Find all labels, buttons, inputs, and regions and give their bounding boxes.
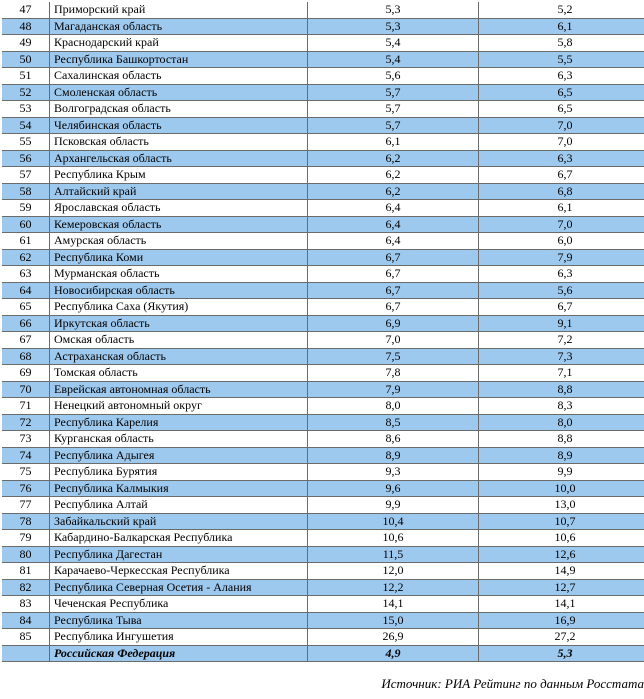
region-name-cell: Республика Коми [50, 249, 308, 266]
region-name-cell: Омская область [50, 332, 308, 349]
region-name-cell: Карачаево-Черкесская Республика [50, 563, 308, 580]
value-cell-2: 6,5 [479, 84, 644, 101]
region-name-cell: Волгоградская область [50, 101, 308, 118]
value-cell-1: 15,0 [308, 612, 479, 629]
table-row [2, 101, 644, 118]
value-cell-2: 5,5 [479, 51, 644, 68]
rank-cell: 76 [2, 480, 50, 497]
region-name-cell: Магаданская область [50, 18, 308, 35]
value-cell-2: 6,3 [479, 150, 644, 167]
rank-cell: 84 [2, 612, 50, 629]
rank-cell: 50 [2, 51, 50, 68]
table-row [2, 35, 644, 52]
table-row [2, 563, 644, 580]
rank-cell: 62 [2, 249, 50, 266]
value-cell-1: 5,7 [308, 84, 479, 101]
value-cell-2: 9,1 [479, 315, 644, 332]
value-cell-2: 8,0 [479, 414, 644, 431]
rank-cell: 49 [2, 35, 50, 52]
region-name-cell: Псковская область [50, 134, 308, 151]
table-row [2, 464, 644, 481]
value-cell-2: 7,0 [479, 134, 644, 151]
region-name-cell: Астраханская область [50, 348, 308, 365]
table-row [2, 365, 644, 382]
table-row [2, 480, 644, 497]
table-row [2, 315, 644, 332]
value-cell-1: 6,7 [308, 266, 479, 283]
rank-cell: 65 [2, 299, 50, 316]
value-cell-2: 5,2 [479, 2, 644, 18]
rank-cell: 66 [2, 315, 50, 332]
region-name-cell: Иркутская область [50, 315, 308, 332]
table-row [2, 299, 644, 316]
source-note: Источник: РИА Рейтинг по данным Росстата [381, 676, 644, 691]
value-cell-2: 8,3 [479, 398, 644, 415]
value-cell-2: 7,2 [479, 332, 644, 349]
table-row [2, 18, 644, 35]
value-cell-1: 8,0 [308, 398, 479, 415]
value-cell-2: 8,8 [479, 431, 644, 448]
region-name-cell: Архангельская область [50, 150, 308, 167]
ranking-table [2, 2, 644, 662]
value-cell-1: 6,2 [308, 183, 479, 200]
value-cell-2: 9,9 [479, 464, 644, 481]
table-row [2, 2, 644, 18]
value-cell-1: 7,8 [308, 365, 479, 382]
value-cell-1: 11,5 [308, 546, 479, 563]
rank-cell: 68 [2, 348, 50, 365]
rank-cell: 58 [2, 183, 50, 200]
value-cell-1: 6,4 [308, 233, 479, 250]
value-cell-2: 16,9 [479, 612, 644, 629]
region-name-cell: Алтайский край [50, 183, 308, 200]
table-row [2, 216, 644, 233]
value-cell-2: 7,0 [479, 117, 644, 134]
rank-cell: 61 [2, 233, 50, 250]
value-cell-2: 12,7 [479, 579, 644, 596]
value-cell-2: 5,6 [479, 282, 644, 299]
total-region-name-cell: Российская Федерация [50, 645, 308, 662]
value-cell-1: 5,7 [308, 117, 479, 134]
region-name-cell: Мурманская область [50, 266, 308, 283]
value-cell-2: 14,1 [479, 596, 644, 613]
total-row [2, 645, 644, 662]
region-name-cell: Республика Крым [50, 167, 308, 184]
region-name-cell: Республика Алтай [50, 497, 308, 514]
value-cell-2: 6,5 [479, 101, 644, 118]
rank-cell: 63 [2, 266, 50, 283]
value-cell-2: 6,8 [479, 183, 644, 200]
table-row [2, 414, 644, 431]
region-name-cell: Краснодарский край [50, 35, 308, 52]
value-cell-1: 12,0 [308, 563, 479, 580]
rank-cell: 53 [2, 101, 50, 118]
rank-cell: 59 [2, 200, 50, 217]
region-name-cell: Приморский край [50, 2, 308, 18]
value-cell-2: 5,8 [479, 35, 644, 52]
rank-cell: 51 [2, 68, 50, 85]
value-cell-1: 10,4 [308, 513, 479, 530]
rank-cell: 48 [2, 18, 50, 35]
rank-cell: 74 [2, 447, 50, 464]
table-row [2, 134, 644, 151]
rank-cell: 69 [2, 365, 50, 382]
table-row [2, 629, 644, 646]
value-cell-1: 10,6 [308, 530, 479, 547]
region-name-cell: Курганская область [50, 431, 308, 448]
region-name-cell: Республика Карелия [50, 414, 308, 431]
region-name-cell: Кемеровская область [50, 216, 308, 233]
table-row [2, 546, 644, 563]
value-cell-1: 6,7 [308, 282, 479, 299]
table-row [2, 596, 644, 613]
table-row [2, 68, 644, 85]
region-name-cell: Ненецкий автономный округ [50, 398, 308, 415]
rank-cell: 81 [2, 563, 50, 580]
rank-cell: 73 [2, 431, 50, 448]
value-cell-2: 6,1 [479, 18, 644, 35]
value-cell-1: 6,1 [308, 134, 479, 151]
value-cell-1: 26,9 [308, 629, 479, 646]
region-name-cell: Забайкальский край [50, 513, 308, 530]
region-name-cell: Кабардино-Балкарская Республика [50, 530, 308, 547]
value-cell-2: 7,9 [479, 249, 644, 266]
table-row [2, 530, 644, 547]
value-cell-1: 6,2 [308, 150, 479, 167]
rank-cell: 52 [2, 84, 50, 101]
table-row [2, 398, 644, 415]
value-cell-1: 7,0 [308, 332, 479, 349]
rank-cell: 55 [2, 134, 50, 151]
table-row [2, 233, 644, 250]
value-cell-1: 8,9 [308, 447, 479, 464]
total-value-cell-1: 4,9 [308, 645, 479, 662]
value-cell-1: 5,4 [308, 35, 479, 52]
rank-cell: 77 [2, 497, 50, 514]
value-cell-2: 8,8 [479, 381, 644, 398]
rank-cell: 80 [2, 546, 50, 563]
rank-cell: 83 [2, 596, 50, 613]
value-cell-1: 6,2 [308, 167, 479, 184]
region-name-cell: Республика Ингушетия [50, 629, 308, 646]
value-cell-1: 9,9 [308, 497, 479, 514]
total-rank-cell [2, 645, 50, 662]
value-cell-2: 27,2 [479, 629, 644, 646]
rank-cell: 60 [2, 216, 50, 233]
rank-cell: 64 [2, 282, 50, 299]
value-cell-2: 7,3 [479, 348, 644, 365]
table-row [2, 249, 644, 266]
value-cell-1: 6,4 [308, 200, 479, 217]
table-row [2, 348, 644, 365]
table-row [2, 167, 644, 184]
rank-cell: 72 [2, 414, 50, 431]
value-cell-2: 6,7 [479, 299, 644, 316]
value-cell-2: 14,9 [479, 563, 644, 580]
table-row [2, 431, 644, 448]
table-row [2, 612, 644, 629]
table-row [2, 183, 644, 200]
region-name-cell: Новосибирская область [50, 282, 308, 299]
value-cell-2: 7,1 [479, 365, 644, 382]
value-cell-1: 7,5 [308, 348, 479, 365]
value-cell-1: 7,9 [308, 381, 479, 398]
value-cell-1: 6,9 [308, 315, 479, 332]
rank-cell: 70 [2, 381, 50, 398]
table-row [2, 497, 644, 514]
table-row [2, 513, 644, 530]
rank-cell: 75 [2, 464, 50, 481]
table-row [2, 282, 644, 299]
rank-cell: 56 [2, 150, 50, 167]
table-row [2, 117, 644, 134]
table-row [2, 84, 644, 101]
value-cell-2: 10,0 [479, 480, 644, 497]
region-name-cell: Республика Тыва [50, 612, 308, 629]
value-cell-2: 10,6 [479, 530, 644, 547]
region-name-cell: Еврейская автономная область [50, 381, 308, 398]
value-cell-2: 12,6 [479, 546, 644, 563]
region-name-cell: Амурская область [50, 233, 308, 250]
region-name-cell: Республика Саха (Якутия) [50, 299, 308, 316]
rank-cell: 57 [2, 167, 50, 184]
value-cell-1: 6,7 [308, 249, 479, 266]
rank-cell: 78 [2, 513, 50, 530]
table-row [2, 332, 644, 349]
table-row [2, 579, 644, 596]
region-name-cell: Республика Башкортостан [50, 51, 308, 68]
value-cell-2: 6,0 [479, 233, 644, 250]
value-cell-1: 9,3 [308, 464, 479, 481]
rank-cell: 79 [2, 530, 50, 547]
region-name-cell: Республика Дагестан [50, 546, 308, 563]
region-name-cell: Чеченская Республика [50, 596, 308, 613]
region-name-cell: Ярославская область [50, 200, 308, 217]
value-cell-1: 6,7 [308, 299, 479, 316]
value-cell-2: 8,9 [479, 447, 644, 464]
rank-cell: 82 [2, 579, 50, 596]
table-row [2, 266, 644, 283]
value-cell-1: 5,3 [308, 18, 479, 35]
region-name-cell: Республика Северная Осетия - Алания [50, 579, 308, 596]
region-name-cell: Республика Бурятия [50, 464, 308, 481]
value-cell-1: 5,3 [308, 2, 479, 18]
value-cell-1: 12,2 [308, 579, 479, 596]
region-name-cell: Республика Адыгея [50, 447, 308, 464]
total-value-cell-2: 5,3 [479, 645, 644, 662]
ranking-table-body [2, 2, 644, 662]
region-name-cell: Томская область [50, 365, 308, 382]
value-cell-1: 5,7 [308, 101, 479, 118]
table-row [2, 447, 644, 464]
table-row [2, 381, 644, 398]
region-name-cell: Республика Калмыкия [50, 480, 308, 497]
table-row [2, 150, 644, 167]
value-cell-1: 5,4 [308, 51, 479, 68]
region-name-cell: Челябинская область [50, 117, 308, 134]
value-cell-2: 7,0 [479, 216, 644, 233]
value-cell-2: 6,7 [479, 167, 644, 184]
rank-cell: 85 [2, 629, 50, 646]
region-name-cell: Смоленская область [50, 84, 308, 101]
value-cell-1: 9,6 [308, 480, 479, 497]
value-cell-1: 8,5 [308, 414, 479, 431]
table-row [2, 200, 644, 217]
rank-cell: 54 [2, 117, 50, 134]
value-cell-2: 13,0 [479, 497, 644, 514]
rank-cell: 47 [2, 2, 50, 18]
value-cell-2: 6,1 [479, 200, 644, 217]
region-name-cell: Сахалинская область [50, 68, 308, 85]
value-cell-1: 6,4 [308, 216, 479, 233]
value-cell-2: 6,3 [479, 68, 644, 85]
value-cell-1: 5,6 [308, 68, 479, 85]
value-cell-2: 6,3 [479, 266, 644, 283]
value-cell-1: 8,6 [308, 431, 479, 448]
table-row [2, 51, 644, 68]
value-cell-2: 10,7 [479, 513, 644, 530]
rank-cell: 67 [2, 332, 50, 349]
rank-cell: 71 [2, 398, 50, 415]
value-cell-1: 14,1 [308, 596, 479, 613]
